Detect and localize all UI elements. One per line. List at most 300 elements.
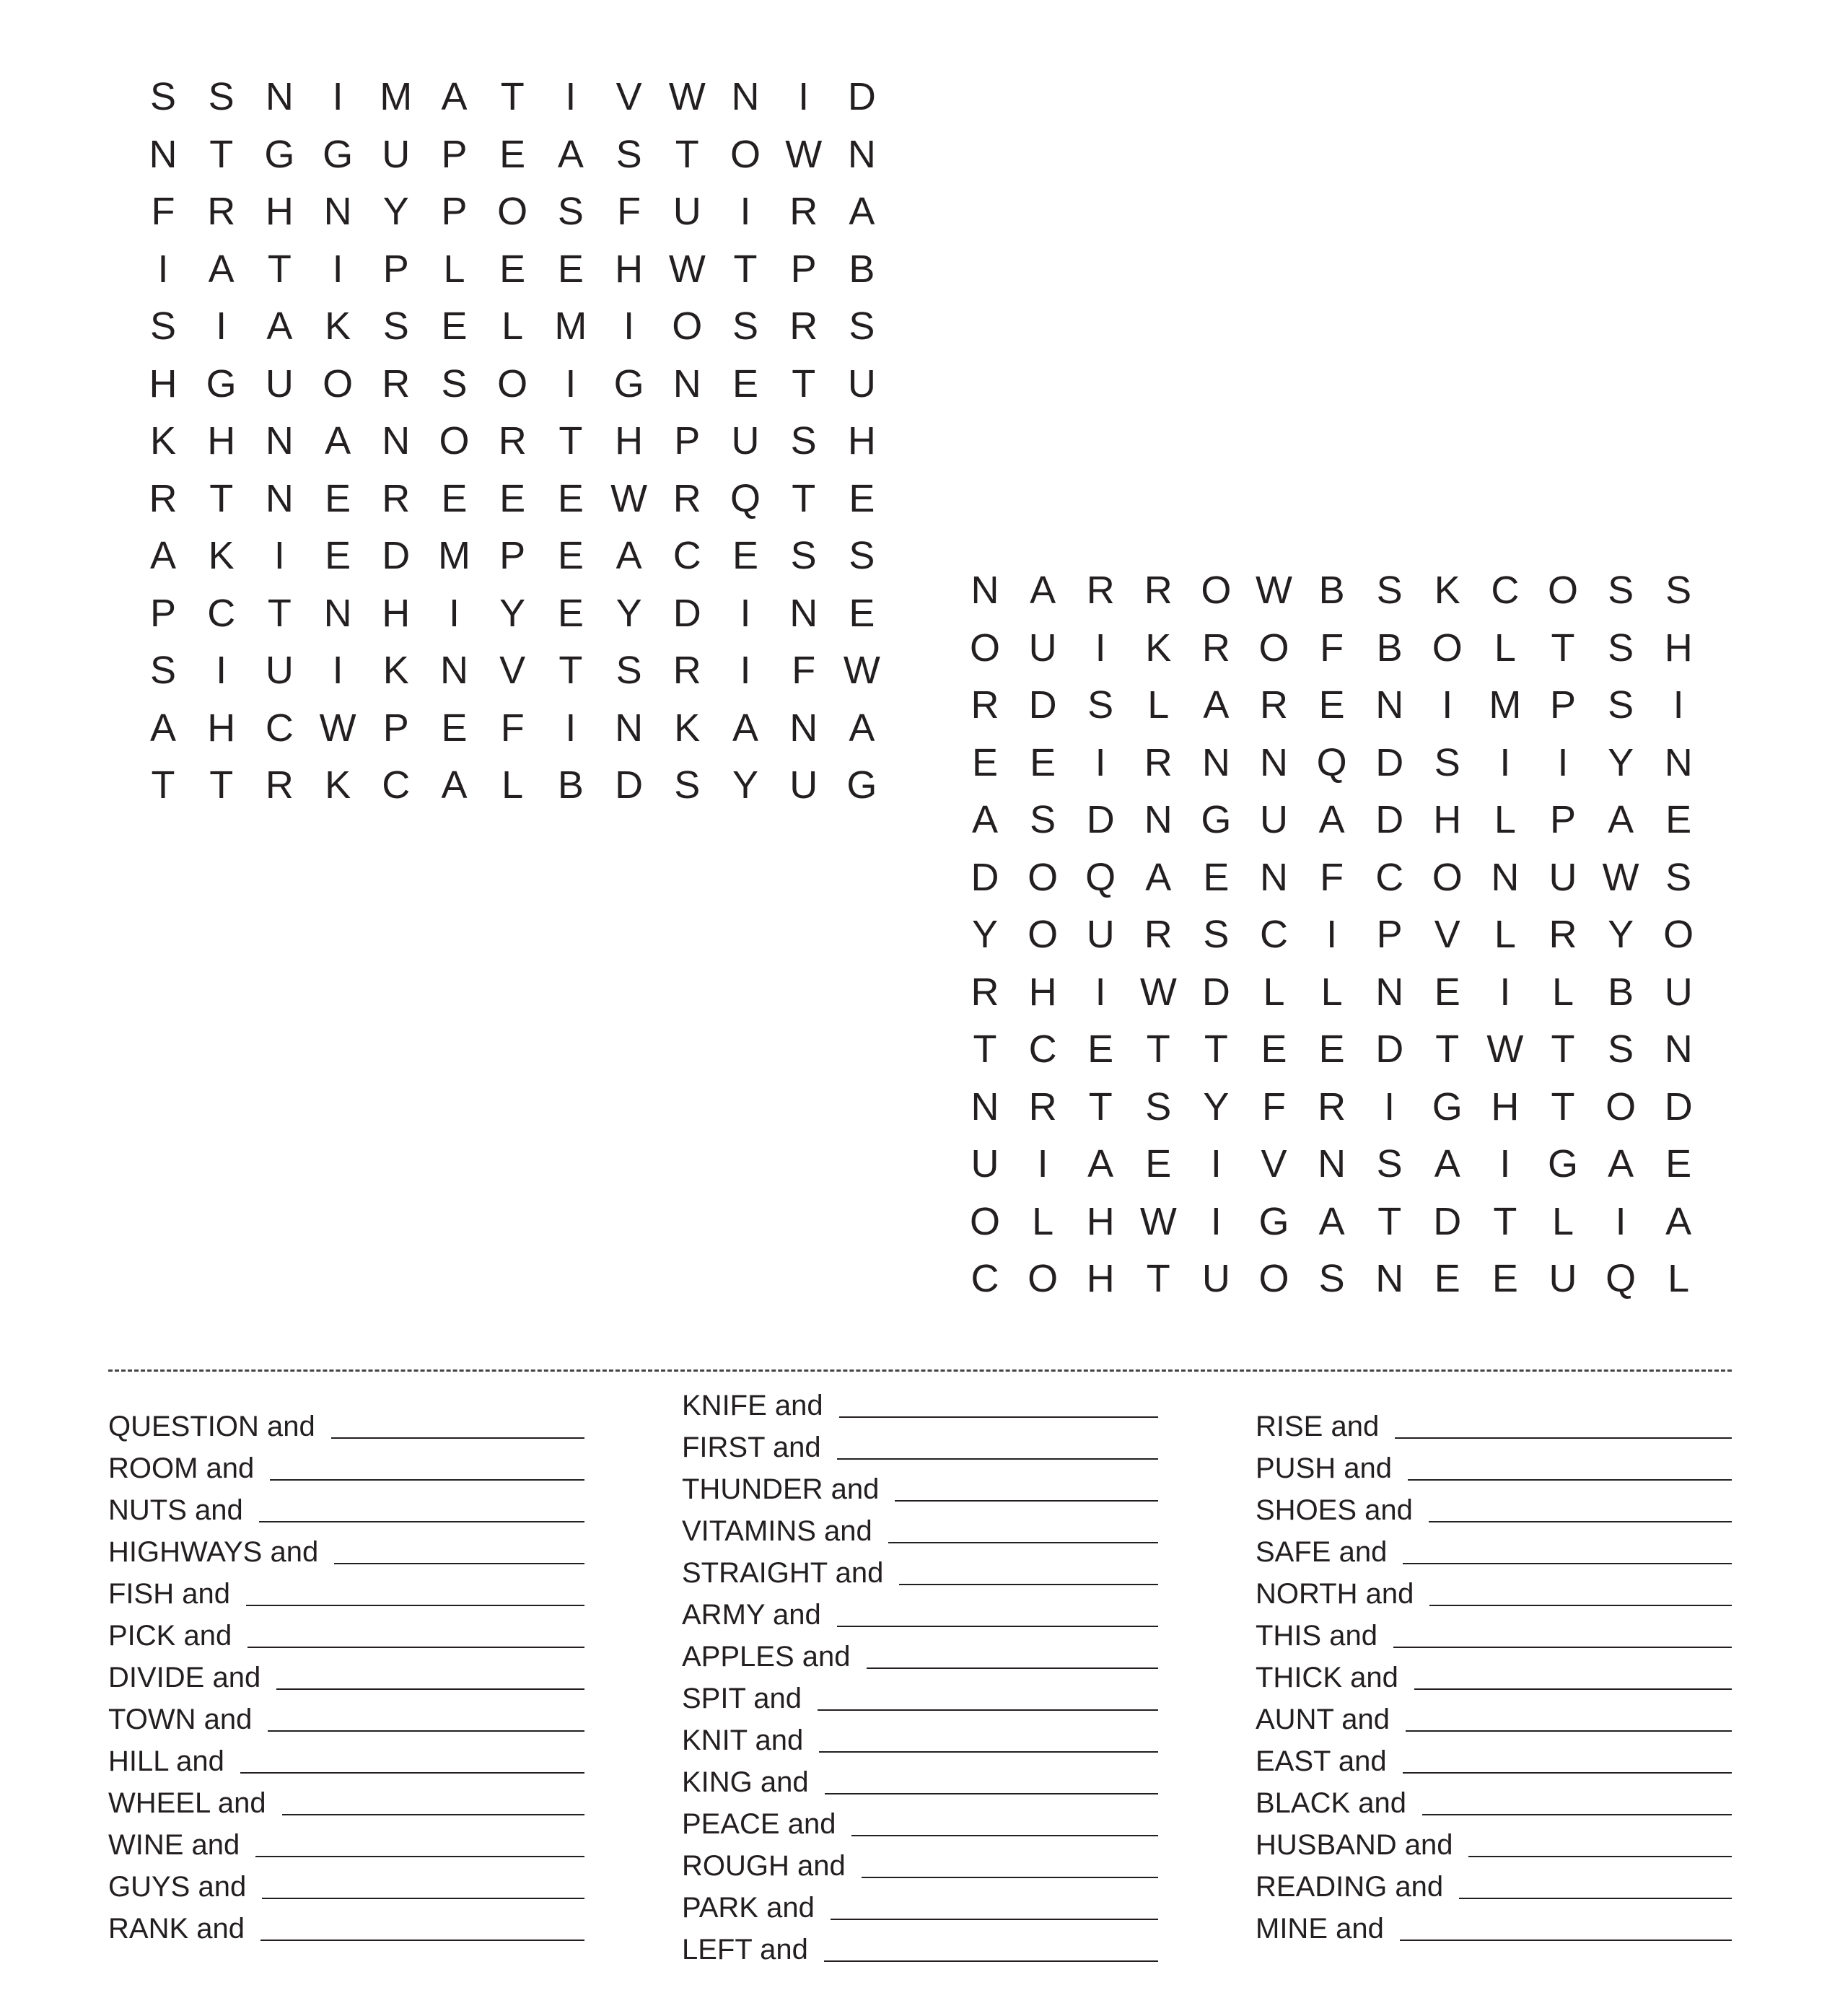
- clue-label: ARMY and: [682, 1599, 821, 1631]
- grid-letter: S: [149, 649, 177, 692]
- grid-letter: E: [1087, 1027, 1114, 1071]
- grid-letter: S: [1608, 626, 1634, 670]
- clue-item: [682, 1805, 1158, 1841]
- answer-blank-line[interactable]: [819, 1751, 1158, 1753]
- grid-letter: T: [1146, 1027, 1170, 1071]
- grid-letter: A: [441, 763, 468, 807]
- grid-letter: D: [1664, 1084, 1693, 1128]
- grid-letter: I: [1499, 970, 1511, 1014]
- answer-blank-line[interactable]: [824, 1960, 1158, 1962]
- grid-letter: S: [149, 75, 177, 118]
- clue-item: [1256, 1784, 1732, 1820]
- answer-blank-line[interactable]: [282, 1814, 584, 1815]
- grid-letter: S: [615, 649, 642, 692]
- grid-letter: T: [1204, 1027, 1228, 1071]
- grid-letter: G: [1547, 1142, 1578, 1186]
- answer-blank-line[interactable]: [1459, 1898, 1732, 1899]
- grid-letter: N: [615, 706, 644, 750]
- grid-letter: E: [1261, 1027, 1287, 1071]
- answer-blank-line[interactable]: [331, 1437, 584, 1439]
- grid-letter: U: [789, 763, 818, 807]
- grid-letter: R: [1144, 740, 1173, 784]
- answer-blank-line[interactable]: [1414, 1688, 1732, 1690]
- answer-blank-line[interactable]: [262, 1898, 584, 1899]
- answer-blank-line[interactable]: [1400, 1940, 1732, 1941]
- grid-letter: I: [623, 304, 635, 348]
- grid-letter: K: [382, 649, 409, 692]
- grid-letter: Y: [971, 913, 999, 956]
- grid-letter: L: [1032, 1199, 1054, 1243]
- grid-letter: I: [565, 75, 577, 118]
- grid-letter: B: [1318, 569, 1345, 612]
- grid-letter: P: [149, 591, 177, 635]
- grid-letter: S: [1665, 855, 1692, 899]
- grid-letter: M: [554, 304, 587, 348]
- grid-letter: N: [265, 476, 294, 520]
- grid-row: [0, 970, 1768, 1028]
- grid-letter: Q: [1085, 855, 1116, 899]
- grid-letter: H: [207, 706, 236, 750]
- grid-letter: L: [1320, 970, 1343, 1014]
- clue-label: GUYS and: [108, 1871, 247, 1903]
- grid-letter: O: [1432, 626, 1463, 670]
- grid-letter: Y: [615, 591, 642, 635]
- grid-letter: W: [1486, 1027, 1524, 1071]
- grid-letter: K: [149, 419, 177, 463]
- grid-letter: I: [1615, 1199, 1626, 1243]
- answer-blank-line[interactable]: [1408, 1479, 1732, 1481]
- grid-letter: I: [1095, 970, 1106, 1014]
- grid-letter: R: [789, 190, 818, 233]
- clue-item: [108, 1700, 584, 1736]
- grid-letter: D: [847, 75, 876, 118]
- answer-blank-line[interactable]: [1403, 1563, 1732, 1564]
- answer-blank-line[interactable]: [1393, 1647, 1732, 1648]
- grid-letter: I: [1210, 1199, 1222, 1243]
- clue-item: [682, 1595, 1158, 1631]
- grid-letter: K: [674, 706, 701, 750]
- grid-letter: T: [675, 132, 699, 176]
- grid-letter: S: [1665, 569, 1692, 612]
- grid-letter: H: [615, 247, 644, 291]
- grid-letter: Y: [1203, 1084, 1230, 1128]
- grid-letter: H: [149, 361, 178, 406]
- grid-letter: U: [1201, 1257, 1230, 1300]
- grid-letter: E: [732, 361, 759, 406]
- clue-label: THICK and: [1256, 1662, 1398, 1693]
- clue-label: FIRST and: [682, 1432, 821, 1463]
- grid-letter: E: [1434, 970, 1460, 1014]
- grid-letter: W: [610, 476, 648, 520]
- grid-letter: H: [1086, 1257, 1115, 1300]
- grid-letter: A: [1145, 855, 1172, 899]
- grid-letter: N: [265, 419, 294, 463]
- grid-letter: P: [674, 419, 701, 463]
- grid-letter: U: [673, 190, 701, 233]
- grid-letter: I: [448, 591, 460, 635]
- clue-item: [682, 1679, 1158, 1715]
- answer-blank-line[interactable]: [1406, 1730, 1732, 1732]
- grid-letter: G: [323, 132, 354, 176]
- grid-letter: D: [1375, 798, 1404, 841]
- clue-label: WHEEL and: [108, 1787, 266, 1819]
- answer-blank-line[interactable]: [1395, 1437, 1732, 1439]
- grid-letter: S: [149, 304, 177, 348]
- grid-letter: S: [732, 304, 759, 348]
- grid-letter: E: [1030, 740, 1056, 784]
- grid-letter: L: [1147, 683, 1170, 727]
- clue-item: [108, 1867, 584, 1903]
- answer-blank-line[interactable]: [246, 1605, 584, 1606]
- grid-letter: R: [1548, 913, 1577, 956]
- grid-letter: H: [847, 419, 876, 463]
- grid-letter: N: [440, 649, 468, 692]
- grid-letter: A: [149, 534, 177, 577]
- answer-blank-line[interactable]: [851, 1835, 1158, 1836]
- answer-blank-line[interactable]: [268, 1730, 584, 1732]
- answer-blank-line[interactable]: [1422, 1814, 1732, 1815]
- grid-letter: O: [497, 361, 528, 406]
- grid-letter: I: [332, 75, 343, 118]
- grid-letter: I: [273, 534, 285, 577]
- clue-label: READING and: [1256, 1871, 1444, 1903]
- answer-blank-line[interactable]: [867, 1667, 1158, 1669]
- grid-row: [0, 133, 902, 190]
- grid-letter: E: [1203, 855, 1230, 899]
- grid-letter: E: [1434, 1257, 1460, 1300]
- clue-item: [682, 1846, 1158, 1883]
- grid-letter: M: [438, 534, 470, 577]
- grid-letter: M: [380, 75, 413, 118]
- grid-letter: S: [441, 361, 468, 406]
- answer-blank-line[interactable]: [276, 1688, 584, 1690]
- answer-blank-line[interactable]: [240, 1772, 584, 1774]
- grid-letter: O: [1547, 569, 1578, 612]
- clue-item: [108, 1909, 584, 1945]
- grid-letter: Y: [1608, 913, 1634, 956]
- answer-blank-line[interactable]: [247, 1647, 584, 1648]
- answer-blank-line[interactable]: [1403, 1772, 1732, 1774]
- grid-letter: Q: [730, 476, 761, 520]
- clue-item: [1256, 1658, 1732, 1694]
- answer-blank-line[interactable]: [260, 1940, 584, 1941]
- grid-letter: S: [849, 304, 875, 348]
- grid-letter: T: [1551, 1027, 1575, 1071]
- clue-label: VITAMINS and: [682, 1515, 872, 1547]
- grid-letter: U: [731, 419, 760, 463]
- clue-item: [1256, 1826, 1732, 1862]
- grid-row: [0, 741, 1768, 799]
- grid-letter: E: [849, 476, 875, 520]
- clue-item: [682, 1763, 1158, 1799]
- grid-row: [0, 1142, 1768, 1200]
- grid-letter: U: [1548, 1257, 1577, 1300]
- grid-letter: V: [1434, 913, 1460, 956]
- grid-letter: S: [208, 75, 235, 118]
- word-search-grid-2: [0, 569, 1768, 1315]
- grid-letter: U: [1260, 798, 1288, 841]
- grid-letter: E: [325, 534, 351, 577]
- clue-item: [108, 1407, 584, 1443]
- grid-letter: R: [1260, 683, 1288, 727]
- grid-letter: N: [673, 361, 701, 406]
- grid-row: [0, 477, 902, 535]
- grid-letter: E: [557, 247, 584, 291]
- grid-letter: N: [731, 75, 760, 118]
- clue-label: ROOM and: [108, 1452, 255, 1484]
- clue-label: HUSBAND and: [1256, 1829, 1453, 1861]
- grid-letter: O: [1258, 626, 1289, 670]
- grid-letter: W: [668, 247, 706, 291]
- grid-letter: I: [157, 247, 169, 291]
- clue-item: [682, 1470, 1158, 1506]
- grid-letter: N: [1144, 798, 1173, 841]
- grid-letter: A: [1608, 798, 1634, 841]
- answer-blank-line[interactable]: [255, 1856, 584, 1857]
- answer-blank-line[interactable]: [831, 1919, 1158, 1920]
- grid-letter: R: [382, 361, 411, 406]
- grid-letter: N: [1260, 855, 1288, 899]
- grid-letter: S: [1608, 683, 1634, 727]
- grid-letter: I: [1210, 1142, 1222, 1186]
- grid-letter: I: [332, 649, 343, 692]
- grid-letter: S: [674, 763, 701, 807]
- grid-letter: L: [501, 304, 524, 348]
- grid-letter: H: [207, 419, 236, 463]
- grid-letter: A: [1203, 683, 1230, 727]
- clue-label: SPIT and: [682, 1683, 802, 1714]
- answer-blank-line[interactable]: [837, 1626, 1158, 1627]
- grid-letter: N: [1491, 855, 1520, 899]
- grid-letter: B: [1608, 970, 1634, 1014]
- grid-letter: W: [1602, 855, 1639, 899]
- grid-letter: G: [1432, 1084, 1463, 1128]
- grid-letter: V: [1261, 1142, 1287, 1186]
- grid-letter: I: [216, 304, 227, 348]
- answer-blank-line[interactable]: [1429, 1605, 1732, 1606]
- clue-label: KNIT and: [682, 1724, 804, 1756]
- grid-letter: S: [1434, 740, 1460, 784]
- grid-letter: P: [382, 247, 409, 291]
- grid-letter: D: [1375, 740, 1404, 784]
- answer-blank-line[interactable]: [837, 1458, 1158, 1460]
- grid-letter: D: [382, 534, 411, 577]
- grid-row: [0, 1027, 1768, 1085]
- clue-label: AUNT and: [1256, 1704, 1390, 1735]
- answer-blank-line[interactable]: [895, 1500, 1158, 1502]
- grid-letter: O: [1258, 1257, 1289, 1300]
- grid-letter: S: [1145, 1084, 1172, 1128]
- grid-letter: P: [382, 706, 409, 750]
- answer-blank-line[interactable]: [1429, 1521, 1732, 1522]
- answer-blank-line[interactable]: [334, 1563, 584, 1564]
- grid-letter: K: [1145, 626, 1172, 670]
- answer-blank-line[interactable]: [839, 1416, 1158, 1418]
- grid-letter: A: [149, 706, 177, 750]
- dashed-divider: [108, 1369, 1732, 1372]
- grid-letter: S: [790, 534, 817, 577]
- answer-blank-line[interactable]: [825, 1793, 1158, 1794]
- clue-label: QUESTION and: [108, 1411, 315, 1442]
- grid-letter: A: [325, 419, 351, 463]
- grid-letter: E: [1318, 683, 1345, 727]
- grid-letter: U: [1664, 970, 1693, 1014]
- grid-letter: T: [973, 1027, 997, 1071]
- grid-row: [0, 1200, 1768, 1258]
- clue-label: MINE and: [1256, 1913, 1384, 1945]
- grid-letter: P: [1376, 913, 1403, 956]
- grid-letter: R: [1201, 626, 1230, 670]
- grid-letter: E: [849, 591, 875, 635]
- clue-label: THIS and: [1256, 1620, 1377, 1652]
- grid-letter: E: [441, 304, 468, 348]
- grid-letter: T: [1088, 1084, 1113, 1128]
- grid-letter: N: [1318, 1142, 1346, 1186]
- grid-letter: I: [1384, 1084, 1396, 1128]
- grid-letter: P: [441, 132, 468, 176]
- clue-item: [108, 1574, 584, 1610]
- answer-blank-line[interactable]: [259, 1521, 584, 1522]
- grid-letter: O: [1605, 1084, 1637, 1128]
- grid-letter: O: [672, 304, 703, 348]
- grid-row: [0, 247, 902, 305]
- grid-row: [0, 856, 1768, 913]
- answer-blank-line[interactable]: [899, 1584, 1158, 1585]
- grid-letter: I: [216, 649, 227, 692]
- answer-blank-line[interactable]: [888, 1542, 1158, 1543]
- grid-letter: L: [1551, 1199, 1574, 1243]
- grid-letter: I: [740, 591, 751, 635]
- grid-letter: R: [498, 419, 527, 463]
- grid-letter: U: [1028, 626, 1057, 670]
- answer-blank-line[interactable]: [270, 1479, 584, 1481]
- grid-letter: T: [558, 419, 583, 463]
- clue-label: APPLES and: [682, 1641, 851, 1673]
- grid-letter: K: [208, 534, 235, 577]
- grid-letter: L: [1263, 970, 1285, 1014]
- clue-item: [682, 1512, 1158, 1548]
- grid-letter: T: [209, 763, 234, 807]
- grid-letter: T: [209, 476, 234, 520]
- grid-letter: H: [615, 419, 644, 463]
- answer-blank-line[interactable]: [818, 1709, 1158, 1711]
- grid-letter: W: [319, 706, 356, 750]
- clue-item: [682, 1888, 1158, 1924]
- grid-letter: S: [382, 304, 409, 348]
- grid-letter: S: [615, 132, 642, 176]
- grid-letter: I: [1095, 626, 1106, 670]
- grid-letter: R: [789, 304, 818, 348]
- clue-item: [1256, 1533, 1732, 1569]
- grid-letter: F: [1320, 855, 1344, 899]
- grid-letter: G: [206, 361, 237, 406]
- grid-row: [0, 304, 902, 362]
- grid-row: [0, 569, 1768, 626]
- grid-letter: A: [1087, 1142, 1114, 1186]
- grid-letter: A: [849, 190, 875, 233]
- grid-letter: R: [149, 476, 178, 520]
- grid-letter: N: [971, 1084, 999, 1128]
- grid-letter: U: [265, 649, 294, 692]
- grid-letter: F: [617, 190, 641, 233]
- grid-letter: W: [668, 75, 706, 118]
- grid-letter: T: [500, 75, 525, 118]
- grid-letter: U: [1086, 913, 1115, 956]
- clue-item: [108, 1742, 584, 1778]
- grid-letter: L: [501, 763, 524, 807]
- grid-letter: O: [1028, 855, 1059, 899]
- grid-letter: H: [1028, 970, 1057, 1014]
- grid-letter: K: [1434, 569, 1460, 612]
- grid-row: [0, 362, 902, 420]
- clue-label: PICK and: [108, 1620, 232, 1652]
- answer-blank-line[interactable]: [1468, 1856, 1732, 1857]
- grid-letter: A: [1318, 1199, 1345, 1243]
- grid-letter: E: [1665, 1142, 1692, 1186]
- clue-label: SHOES and: [1256, 1494, 1413, 1526]
- grid-letter: F: [500, 706, 525, 750]
- grid-letter: O: [497, 190, 528, 233]
- grid-letter: T: [1377, 1199, 1402, 1243]
- grid-letter: T: [267, 591, 292, 635]
- clue-label: SAFE and: [1256, 1536, 1388, 1568]
- clue-label: HIGHWAYS and: [108, 1536, 319, 1568]
- clue-label: EAST and: [1256, 1745, 1387, 1777]
- grid-letter: R: [1318, 1084, 1346, 1128]
- grid-letter: S: [1608, 569, 1634, 612]
- grid-letter: T: [1435, 1027, 1460, 1071]
- clue-label: WINE and: [108, 1829, 240, 1861]
- answer-blank-line[interactable]: [862, 1877, 1158, 1878]
- grid-row: [0, 1085, 1768, 1143]
- clue-item: [682, 1721, 1158, 1757]
- clue-item: [682, 1553, 1158, 1590]
- grid-letter: I: [1095, 740, 1106, 784]
- grid-letter: O: [439, 419, 470, 463]
- grid-letter: C: [1260, 913, 1288, 956]
- grid-row: [0, 683, 1768, 741]
- clue-item: [108, 1533, 584, 1569]
- grid-letter: G: [613, 361, 644, 406]
- grid-letter: Y: [732, 763, 759, 807]
- clue-item: [108, 1616, 584, 1652]
- grid-letter: H: [1433, 798, 1462, 841]
- grid-letter: S: [1087, 683, 1114, 727]
- grid-letter: A: [1608, 1142, 1634, 1186]
- grid-letter: A: [615, 534, 642, 577]
- clue-label: PUSH and: [1256, 1452, 1392, 1484]
- grid-letter: A: [849, 706, 875, 750]
- grid-letter: E: [557, 476, 584, 520]
- grid-letter: T: [558, 649, 583, 692]
- grid-letter: H: [1491, 1084, 1520, 1128]
- grid-letter: C: [382, 763, 411, 807]
- grid-letter: I: [1499, 740, 1511, 784]
- grid-letter: M: [1489, 683, 1522, 727]
- grid-letter: D: [1433, 1199, 1462, 1243]
- grid-letter: T: [733, 247, 758, 291]
- grid-letter: I: [332, 247, 343, 291]
- clue-label: NUTS and: [108, 1494, 243, 1526]
- grid-letter: A: [1434, 1142, 1460, 1186]
- grid-letter: E: [499, 247, 526, 291]
- grid-letter: L: [1494, 913, 1516, 956]
- grid-letter: L: [1551, 970, 1574, 1014]
- grid-letter: P: [441, 190, 468, 233]
- grid-letter: I: [565, 706, 577, 750]
- clue-item: [682, 1428, 1158, 1464]
- grid-letter: V: [499, 649, 526, 692]
